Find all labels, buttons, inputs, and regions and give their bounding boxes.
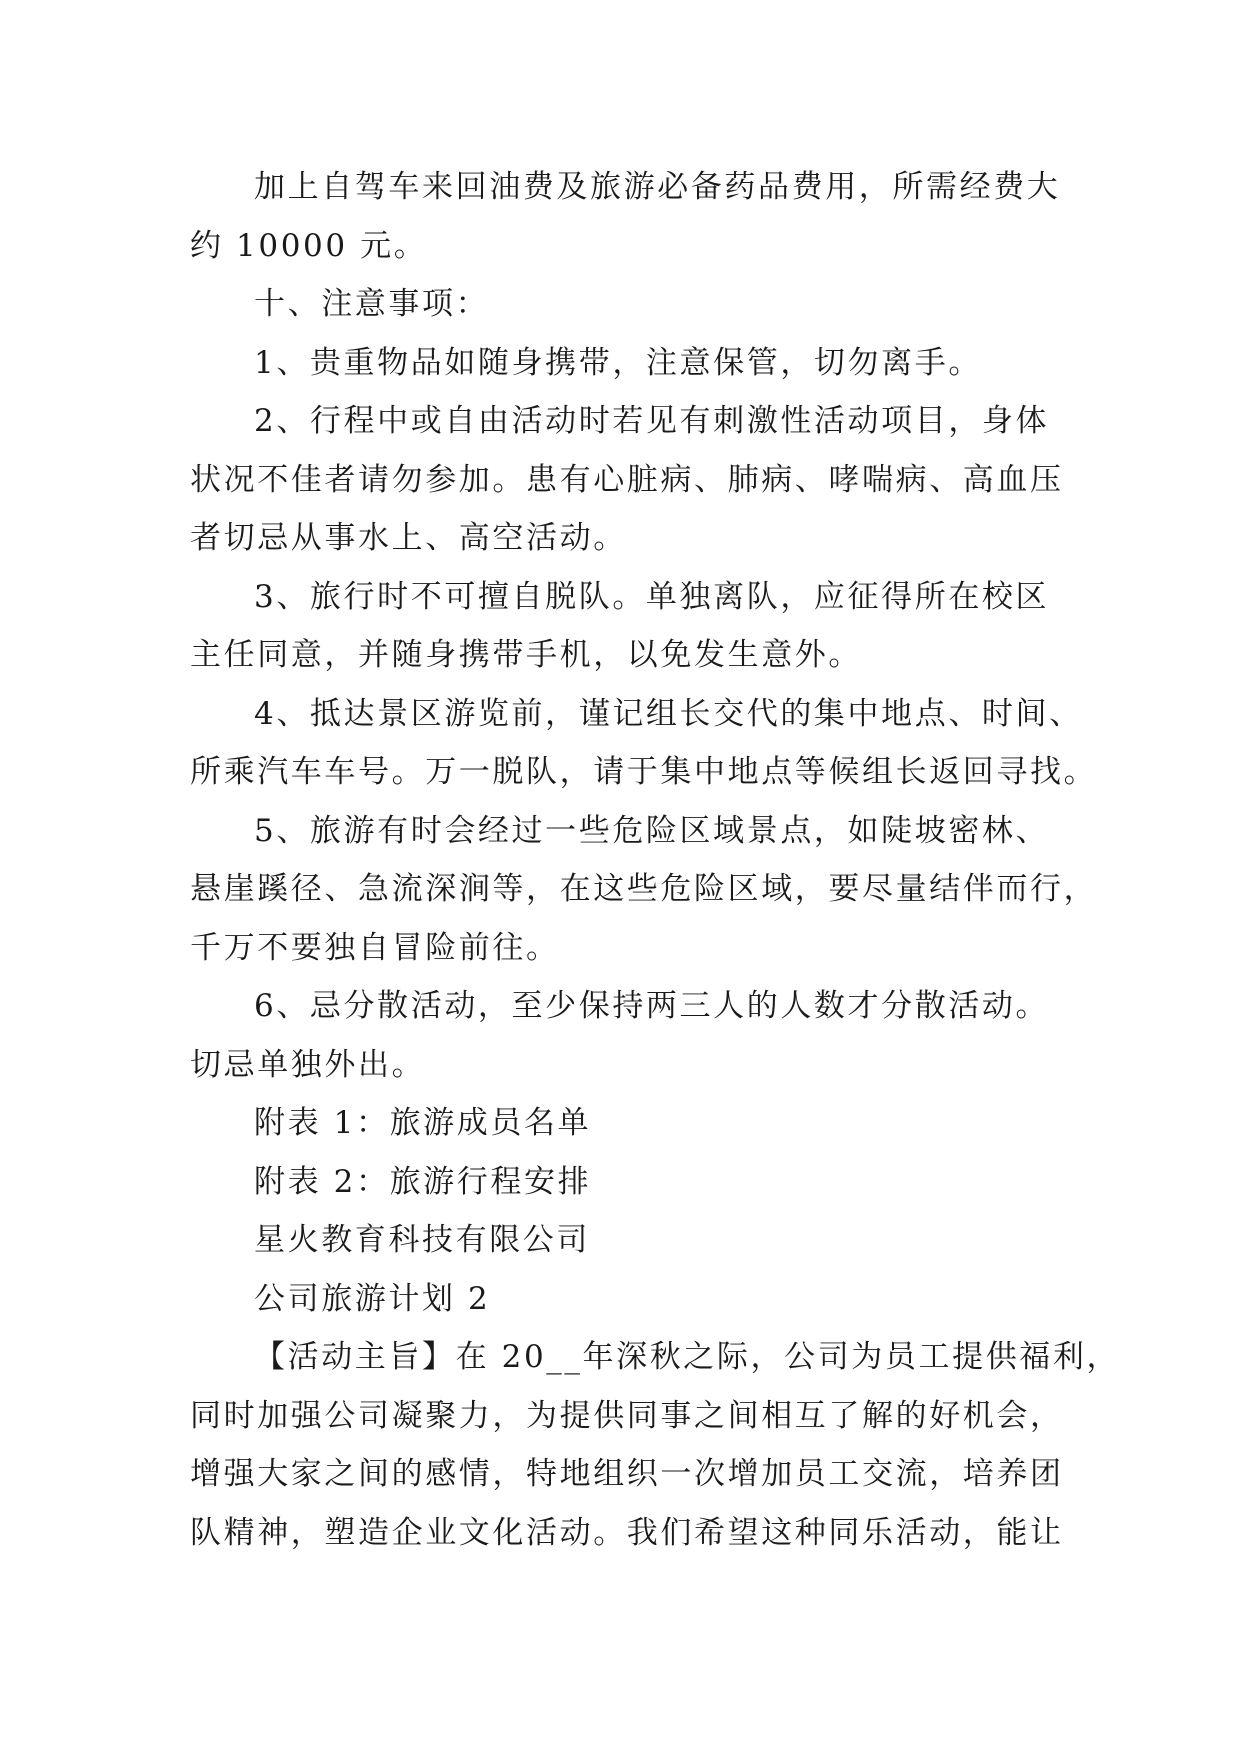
paragraph-line: 状况不佳者请勿参加。患有心脏病、肺病、哮喘病、高血压 [190, 461, 1064, 498]
document-page [190, 158, 1121, 1562]
paragraph-line: 悬崖蹊径、急流深涧等，在这些危险区域，要尽量结伴而行， [190, 871, 1098, 907]
paragraph-line: 者切忌从事水上、高空活动。 [190, 520, 627, 556]
document-title: 公司旅游计划 2 [254, 1280, 491, 1317]
paragraph-line: 【活动主旨】在 20__年深秋之际，公司为员工提供福利， [254, 1339, 1121, 1375]
list-item: 3、旅行时不可擅自脱队。单独离队，应征得所在校区 [254, 578, 1050, 615]
appendix-line: 附表 2：旅游行程安排 [254, 1163, 592, 1200]
list-item: 2、行程中或自由活动时若见有刺激性活动项目，身体 [254, 403, 1050, 439]
list-item: 5、旅游有时会经过一些危险区域景点，如陡坡密林、 [254, 812, 1050, 849]
paragraph-line: 同时加强公司凝聚力，为提供同事之间相互了解的好机会， [190, 1397, 1064, 1434]
appendix-line: 附表 1：旅游成员名单 [254, 1105, 592, 1141]
list-item: 1、贵重物品如随身携带，注意保管，切勿离手。 [254, 344, 982, 381]
paragraph-line: 主任同意，并随身携带手机，以免发生意外。 [190, 637, 862, 673]
paragraph-line: 所乘汽车车号。万一脱队，请于集中地点等候组长返回寻找。 [190, 754, 1098, 790]
paragraph-line: 加上自驾车来回油费及旅游必备药品费用，所需经费大 [254, 169, 1061, 205]
paragraph-line: 千万不要独自冒险前往。 [190, 929, 560, 966]
paragraph-line: 切忌单独外出。 [190, 1046, 426, 1083]
paragraph-line: 队精神，塑造企业文化活动。我们希望这种同乐活动，能让 [190, 1514, 1064, 1551]
section-heading: 十、注意事项： [254, 286, 490, 322]
paragraph-line: 增强大家之间的感情，特地组织一次增加员工交流，培养团 [190, 1456, 1064, 1492]
paragraph-line: 约 10000 元。 [190, 227, 428, 264]
list-item: 6、忌分散活动，至少保持两三人的人数才分散活动。 [254, 988, 1050, 1024]
list-item: 4、抵达景区游览前，谨记组长交代的集中地点、时间、 [254, 695, 1083, 732]
company-name: 星火教育科技有限公司 [254, 1222, 590, 1258]
